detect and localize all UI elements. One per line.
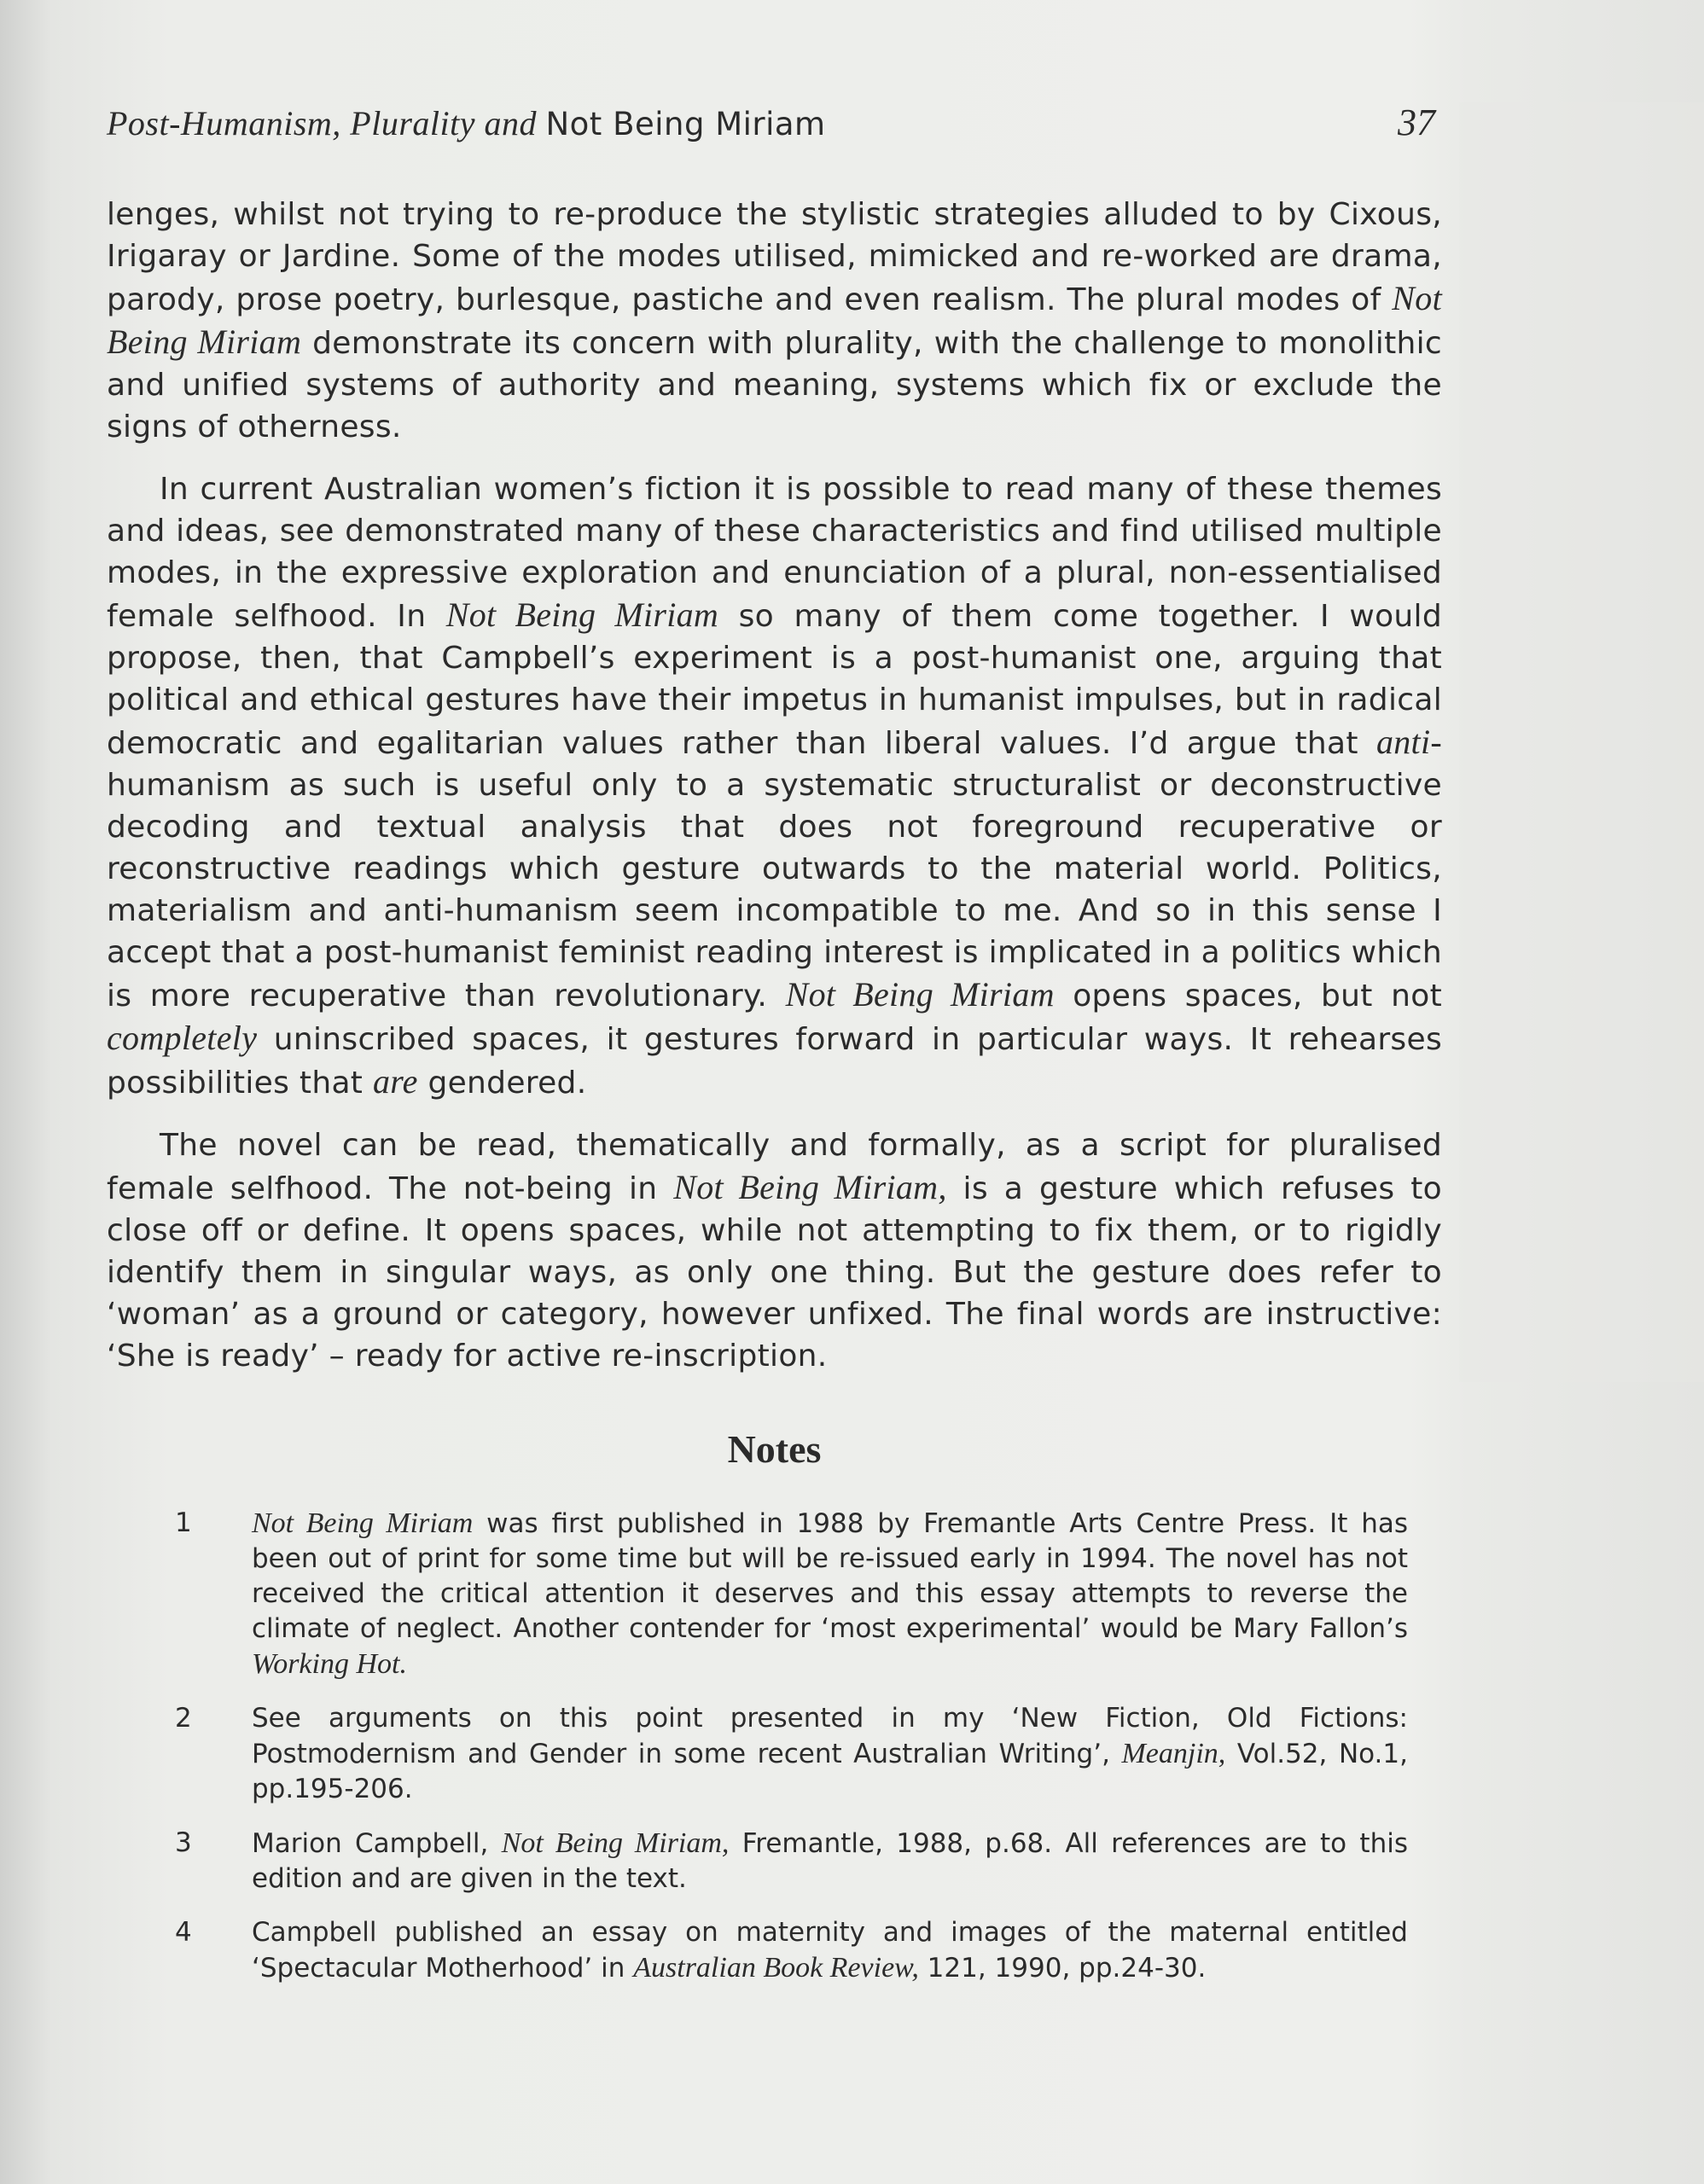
text-run: lenges, whilst not trying to re-produce the stylistic strategies alluded to by Cixous, Irigaray or Jardine. Some of the modes utilised, mimicked and re-worked are drama, parody, prose poetry, burlesque, pastiche and even realism. The plural modes of (107, 197, 1442, 317)
text-run: See arguments on this point presented in my ‘New Fiction, Old Fictions: Postmodernism and Gender in some recent Australian Writing’, (252, 1703, 1408, 1769)
page-number: 37 (1398, 102, 1435, 143)
paragraph (107, 468, 1442, 1104)
italic-text-run: Not Being Miriam (445, 595, 719, 634)
paragraph (107, 1124, 1442, 1377)
note-text (252, 1701, 1408, 1807)
italic-text-run: Not Being Miriam (785, 975, 1055, 1014)
text-run: Vol.52, No.1, pp.195-206. (252, 1739, 1408, 1804)
running-head-title (107, 103, 826, 143)
text-run: Marion Campbell, (252, 1828, 502, 1859)
text-run: 121, 1990, pp.24-30. (918, 1953, 1207, 1984)
note-item (107, 1506, 1442, 1682)
italic-text-run: Meanjin, (1121, 1738, 1226, 1769)
text-run: is a gesture which refuses to close off or define. It opens spaces, while not attempting to fix them, or to rigidly identify them in singular ways, as only one thing. But the gesture does refer to ‘woman’ as a ground or category, however unfixed. The final words are instructive: ‘She is ready’ – ready for active re-inscription. (107, 1171, 1443, 1374)
running-head-title-italic: Post-Humanism, Plurality and (107, 104, 537, 142)
italic-text-run: anti- (1375, 723, 1442, 761)
running-head-title-roman: Not Being Miriam (545, 106, 826, 142)
note-number: 3 (175, 1827, 192, 1858)
note-item (107, 1915, 1442, 1986)
note-number: 4 (175, 1917, 192, 1948)
book-page (107, 101, 1442, 2005)
note-number: 1 (175, 1507, 192, 1538)
italic-text-run: Not Being Miriam, (501, 1827, 730, 1859)
note-item (107, 1701, 1442, 1807)
text-run: Campbell published an essay on maternity and images of the maternal entitled ‘Spectacular Motherhood’ in (252, 1917, 1408, 1984)
notes-list (107, 1506, 1442, 1986)
italic-text-run: completely (107, 1019, 258, 1057)
italic-text-run: Australian Book Review, (633, 1952, 919, 1984)
text-run: was first published in 1988 by Fremantle Arts Centre Press. It has been out of print for some time but will be re-issued early in 1994. The novel has not received the critical attention it deserves and this essay attempts to reverse the climate of neglect. Another contender for ‘most experimental’ would be Mary Fallon’s (252, 1508, 1408, 1644)
text-run: humanism as such is useful only to a systematic structuralist or deconstructive decoding and textual analysis that does not foreground recuperative or reconstructive readings which gesture outwards to the material world. Politics, materialism and anti-humanism seem incompatible to me. And so in this sense I accept that a post-humanist feminist reading interest is implicated in a politics which is more recuperative than revolutionary. (107, 768, 1442, 1014)
note-text (252, 1826, 1408, 1896)
note-text (252, 1915, 1408, 1986)
note-text (252, 1506, 1408, 1682)
running-head (107, 101, 1442, 144)
note-number: 2 (175, 1703, 192, 1734)
text-run: demonstrate its concern with plurality, with the challenge to monolithic and unified systems of authority and meaning, systems which fix or exclude the signs of otherness. (107, 326, 1442, 444)
italic-text-run: are (372, 1062, 418, 1101)
paragraph (107, 194, 1442, 448)
italic-text-run: Not Being Miriam (107, 279, 1442, 361)
italic-text-run: Working Hot. (252, 1648, 407, 1680)
text-run: gendered. (417, 1066, 587, 1101)
text-run: uninscribed spaces, it gestures forward in particular ways. It rehearses possibilities that (107, 1022, 1442, 1101)
text-run: The novel can be read, thematically and formally, as a script for pluralised female selfhood. The not-being in (107, 1128, 1442, 1206)
italic-text-run: Not Being Miriam (252, 1507, 474, 1539)
note-item (107, 1826, 1442, 1896)
show-through-ghost-text (1459, 102, 1704, 1382)
text-run: so many of them come together. I would propose, then, that Campbell’s experiment is a post-humanist one, arguing that political and ethical gestures have their impetus in humanist impulses, but in radical democratic and egalitarian values rather than liberal values. I’d argue that (107, 599, 1442, 761)
notes-heading: Notes (727, 1427, 822, 1471)
body-text (107, 194, 1442, 1377)
text-run: In current Australian women’s fiction it is possible to read many of these themes and ideas, see demonstrated many of these characteristics and find utilised multiple modes, in the expressive exploration and enunciation of a plural, non-essentialised female selfhood. In (107, 472, 1442, 634)
italic-text-run: Not Being Miriam, (673, 1168, 947, 1206)
text-run: opens spaces, but not (1054, 979, 1442, 1014)
text-run: Fremantle, 1988, p.68. All references are to this edition and are given in the text. (252, 1828, 1408, 1894)
